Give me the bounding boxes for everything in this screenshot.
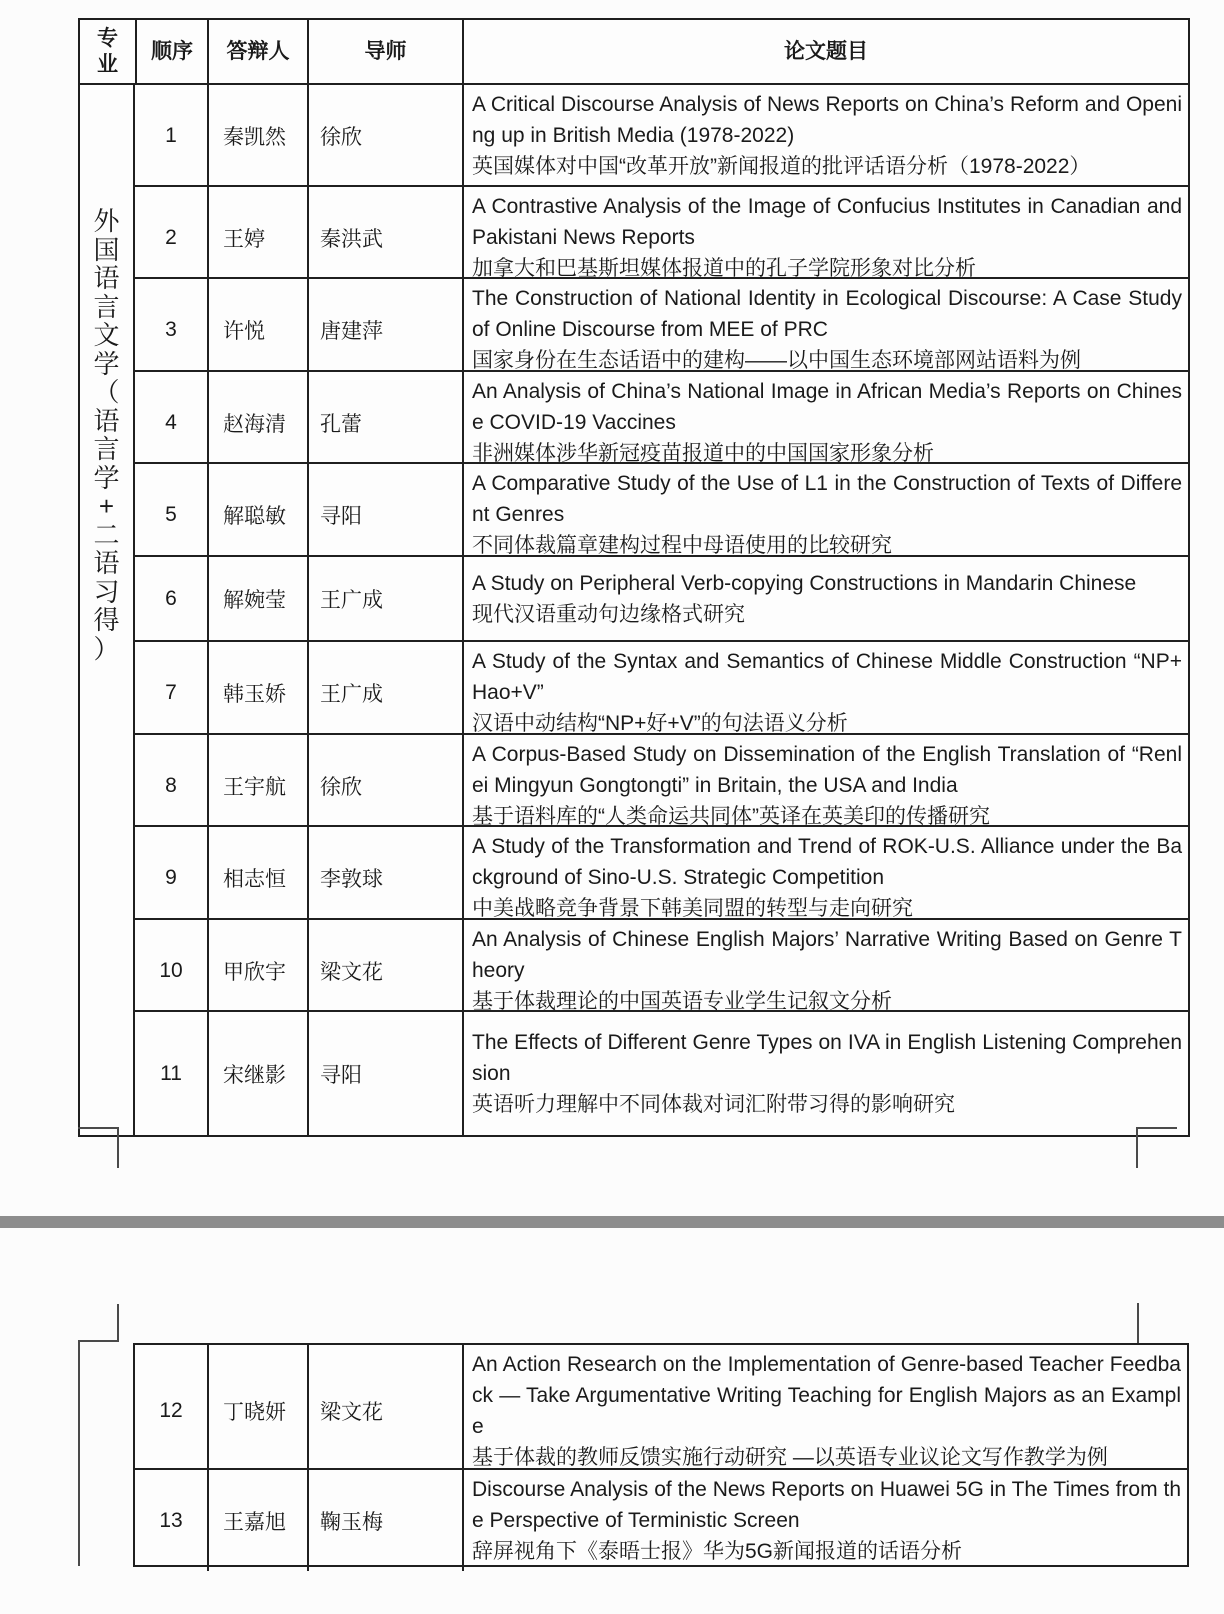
order-cell: 12 [159,1399,183,1422]
title-cell [462,735,1188,836]
major-char: 习 [93,576,120,607]
defender-cell: 相志恒 [207,827,307,928]
order-cell: 8 [165,773,177,797]
table-row [135,1010,1188,1135]
major-char: 国 [93,234,120,265]
advisor-cell: 孔蕾 [307,372,462,473]
title-cell [462,187,1188,288]
title-english: A Critical Discourse Analysis of News Reports on China’s Reform and Opening up in British Media (1978-2022) [472,93,1182,147]
major-char: + [98,491,115,521]
title-english: Discourse Analysis of the News Reports on Huawei 5G in The Times from the Perspective of Terministic Screen [472,1478,1181,1532]
advisor-cell: 寻阳 [307,464,462,565]
title-chinese: 国家身份在生态话语中的建构——以中国生态环境部网站语料为例 [472,349,1081,372]
header-cell-defender: 答辩人 [207,20,307,83]
title-chinese: 中美战略竞争背景下韩美同盟的转型与走向研究 [472,897,913,920]
title-chinese: 汉语中动结构“NP+好+V”的句法语义分析 [472,712,848,735]
table-continuation-mark [1136,1127,1138,1168]
title-english: A Comparative Study of the Use of L1 in the Construction of Texts of Different Genres [472,472,1182,526]
table-row [135,640,1188,733]
major-char: 文 [93,320,120,350]
advisor-cell: 秦洪武 [307,187,462,288]
major-char: ） [93,633,120,664]
defender-cell: 解婉莹 [207,557,307,640]
defender-cell: 韩玉娇 [207,642,307,743]
defense-table-page1 [78,18,1190,1137]
advisor-cell: 梁文花 [307,1345,462,1477]
title-cell [462,464,1188,565]
advisor-cell: 寻阳 [307,1012,462,1135]
advisor-cell: 王广成 [307,557,462,640]
major-char: 得 [93,605,120,635]
defender-cell: 王宇航 [207,735,307,836]
table-row [135,462,1188,555]
order-cell: 5 [165,502,177,526]
defender-cell: 王婷 [207,187,307,288]
title-chinese: 非洲媒体涉华新冠疫苗报道中的中国国家形象分析 [472,442,934,465]
header-cell-title: 论文题目 [462,20,1188,83]
table-row [135,185,1188,280]
order-cell: 9 [165,865,177,889]
major-char: 言 [93,434,120,464]
table-continuation-mark [1136,1127,1177,1129]
defender-cell: 许悦 [207,279,307,380]
table-row [135,918,1188,1013]
major-char: 语 [93,548,120,578]
table-row [135,825,1188,918]
advisor-cell: 鞠玉梅 [307,1470,462,1571]
title-chinese: 辞屏视角下《泰晤士报》华为5G新闻报道的话语分析 [472,1540,963,1563]
title-english: A Study of the Transformation and Trend of ROK-U.S. Alliance under the Background of Sino-U.S. Strategic Competition [472,835,1182,889]
title-english: The Construction of National Identity in Ecological Discourse: A Case Study of Online Discourse from MEE of PRC [472,287,1182,341]
major-char: 学 [93,462,120,493]
title-english: An Action Research on the Implementation of Genre-based Teacher Feedback — Take Argumentative Writing Teaching for English Majors as an Example [472,1353,1181,1438]
major-column-continuation-border [78,1340,80,1566]
title-chinese: 基于语料库的“人类命运共同体”英译在英美印的传播研究 [472,805,990,828]
table-row [135,555,1188,640]
title-cell [462,372,1188,473]
title-english: A Corpus-Based Study on Dissemination of the English Translation of “Renlei Mingyun Gongtongti” in Britain, the USA and India [472,743,1182,797]
header-cell-advisor: 导师 [307,20,462,83]
defender-cell: 秦凯然 [207,85,307,186]
defender-cell: 赵海清 [207,372,307,473]
order-cell: 1 [165,123,177,147]
order-cell: 6 [165,586,177,610]
title-chinese: 基于体裁的教师反馈实施行动研究 —以英语专业议论文写作教学为例 [472,1446,1108,1469]
title-english: The Effects of Different Genre Types on IVA in English Listening Comprehension [472,1031,1182,1085]
major-char: （ [93,377,120,407]
defender-cell: 宋继影 [207,1012,307,1135]
title-cell [462,1345,1187,1477]
table-row [135,277,1188,370]
order-cell: 11 [160,1061,182,1085]
order-cell: 13 [159,1508,183,1532]
major-char: 学 [93,348,120,379]
title-cell [462,85,1188,186]
table-continuation-mark [78,1127,119,1129]
title-english: A Study on Peripheral Verb-copying Constructions in Mandarin Chinese [472,571,1137,595]
advisor-cell: 李敦球 [307,827,462,928]
table-row [135,1345,1187,1468]
title-english: A Contrastive Analysis of the Image of Confucius Institutes in Canadian and Pakistani News Reports [472,195,1182,249]
major-char: 言 [93,291,120,322]
title-cell [462,642,1188,743]
title-chinese: 不同体裁篇章建构过程中母语使用的比较研究 [472,534,892,557]
page-break-bar [0,1216,1224,1228]
advisor-cell: 徐欣 [307,735,462,836]
table-row [135,370,1188,465]
title-cell [462,827,1188,928]
order-cell: 10 [159,958,183,982]
major-merged-cell [80,85,135,1135]
major-char: 语 [93,405,120,436]
defense-table-page2 [133,1343,1189,1567]
header-cell-major [80,20,135,83]
title-english: An Analysis of Chinese English Majors’ Narrative Writing Based on Genre Theory [472,928,1182,982]
table-continuation-mark [1137,1303,1139,1343]
defender-cell: 丁晓妍 [207,1345,307,1477]
title-chinese: 加拿大和巴基斯坦媒体报道中的孔子学院形象对比分析 [472,257,976,280]
defender-cell: 解聪敏 [207,464,307,565]
table-continuation-mark [117,1304,119,1342]
title-cell [462,920,1188,1021]
table-continuation-mark [117,1127,119,1168]
title-chinese: 英语听力理解中不同体裁对词汇附带习得的影响研究 [472,1093,955,1116]
table-row [135,1468,1187,1565]
title-english: An Analysis of China’s National Image in African Media’s Reports on Chinese COVID-19 Vaccines [472,380,1182,434]
advisor-cell: 王广成 [307,642,462,743]
header-cell-order: 顺序 [135,20,207,83]
title-cell [462,279,1188,380]
order-cell: 2 [165,225,177,249]
major-char: 语 [93,263,120,293]
table-row [135,85,1188,185]
advisor-cell: 唐建萍 [307,279,462,380]
major-char: 二 [93,519,120,550]
table-row [135,733,1188,828]
title-chinese: 现代汉语重动句边缘格式研究 [472,602,745,626]
advisor-cell: 徐欣 [307,85,462,186]
order-cell: 4 [165,410,177,434]
advisor-cell: 梁文花 [307,920,462,1021]
defender-cell: 甲欣宇 [207,920,307,1021]
title-chinese: 英国媒体对中国“改革开放”新闻报道的批评话语分析（1978-2022） [472,155,1091,178]
table-continuation-mark [78,1340,119,1342]
title-english: A Study of the Syntax and Semantics of Chinese Middle Construction “NP+Hao+V” [472,650,1182,704]
title-chinese: 基于体裁理论的中国英语专业学生记叙文分析 [472,990,892,1013]
defender-cell: 王嘉旭 [207,1470,307,1571]
title-cell [462,557,1188,640]
table-header-row [80,20,1188,85]
major-char: 外 [93,206,120,236]
title-cell [462,1470,1187,1571]
title-cell [462,1012,1188,1135]
order-cell: 3 [165,317,177,341]
header-major-label: 专业 [97,26,118,76]
order-cell: 7 [165,680,177,704]
